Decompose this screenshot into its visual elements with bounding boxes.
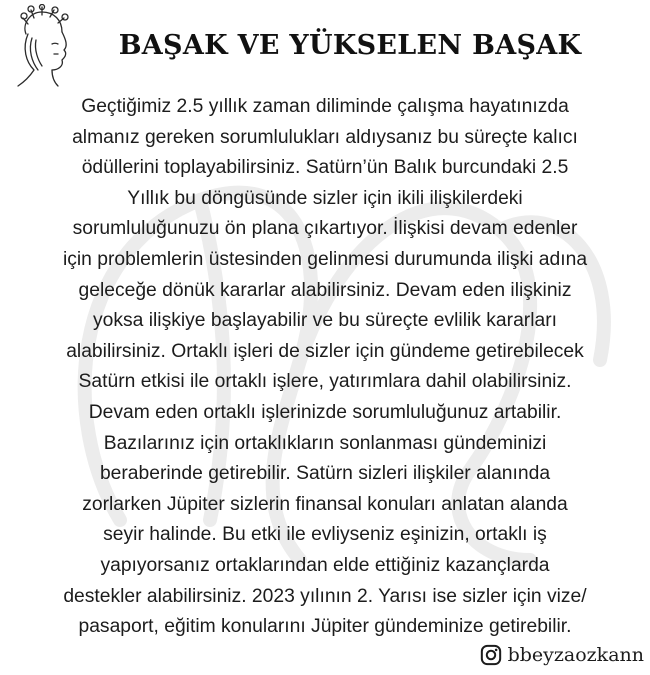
paragraph-line: yapıyorsanız ortaklarından elde ettiğiniz kazançlarda (100, 554, 550, 576)
paragraph-line: zorlarken Jüpiter sizlerin finansal konuları anlatan alanda (82, 493, 568, 515)
instagram-icon (480, 644, 502, 666)
paragraph-line: destekler alabilirsiniz. 2023 yılının 2. Yarısı ise sizler için vize/ (63, 585, 587, 607)
instagram-username: bbeyzaozkann (507, 644, 644, 666)
paragraph-line: alabilirsiniz. Ortaklı işleri de sizler için gündeme getirebilecek (66, 340, 584, 362)
page-title: BAŞAK VE YÜKSELEN BAŞAK (118, 30, 582, 61)
paragraph-line: için problemlerin üstesinden gelinmesi durumunda ilişki adına (62, 248, 588, 270)
paragraph-line: Satürn etkisi ile ortaklı işlere, yatırımlara dahil olabilirsiniz. (78, 371, 572, 393)
paragraph-line: pasaport, eğitim konularını Jüpiter gündeminize getirebilir. (78, 616, 572, 638)
paragraph-line: Yıllık bu döngüsünde sizler için ikili ilişkilerdeki (127, 187, 523, 209)
paragraph-line: ödüllerini toplayabilirsiniz. Satürn’ün Balık burcundaki 2.5 (81, 157, 569, 179)
paragraph-line: Geçtiğimiz 2.5 yıllık zaman diliminde çalışma hayatınızda (81, 96, 569, 117)
paragraph-line: geleceğe dönük kararlar alabilirsiniz. Devam eden ilişkiniz (78, 279, 572, 301)
paragraph-line: almanız gereken sorumlulukları aldıysanız bu süreçte kalıcı (72, 126, 578, 148)
instagram-handle[interactable] (480, 641, 644, 669)
paragraph-line: Bazılarınız için ortaklıkların sonlanması gündeminizi (103, 432, 547, 454)
paragraph-line: Devam eden ortaklı işlerinizde sorumluluğunuz artabilir. (88, 401, 562, 423)
paragraph-line: beraberinde getirebilir. Satürn sizleri ilişkiler alanında (99, 463, 551, 485)
paragraph-line: sorumluluğunuzu ön plana çıkartıyor. İlişkisi devam edenler (72, 218, 578, 240)
paragraph-line: seyir halinde. Bu etki ile evliyseniz eşinizin, ortaklı iş (103, 524, 547, 546)
virgo-goddess-logo (8, 4, 80, 88)
horoscope-paragraph (10, 92, 640, 643)
paragraph-line: yoksa ilişkiye başlayabilir ve bu süreçte evlilik kararları (93, 310, 557, 332)
